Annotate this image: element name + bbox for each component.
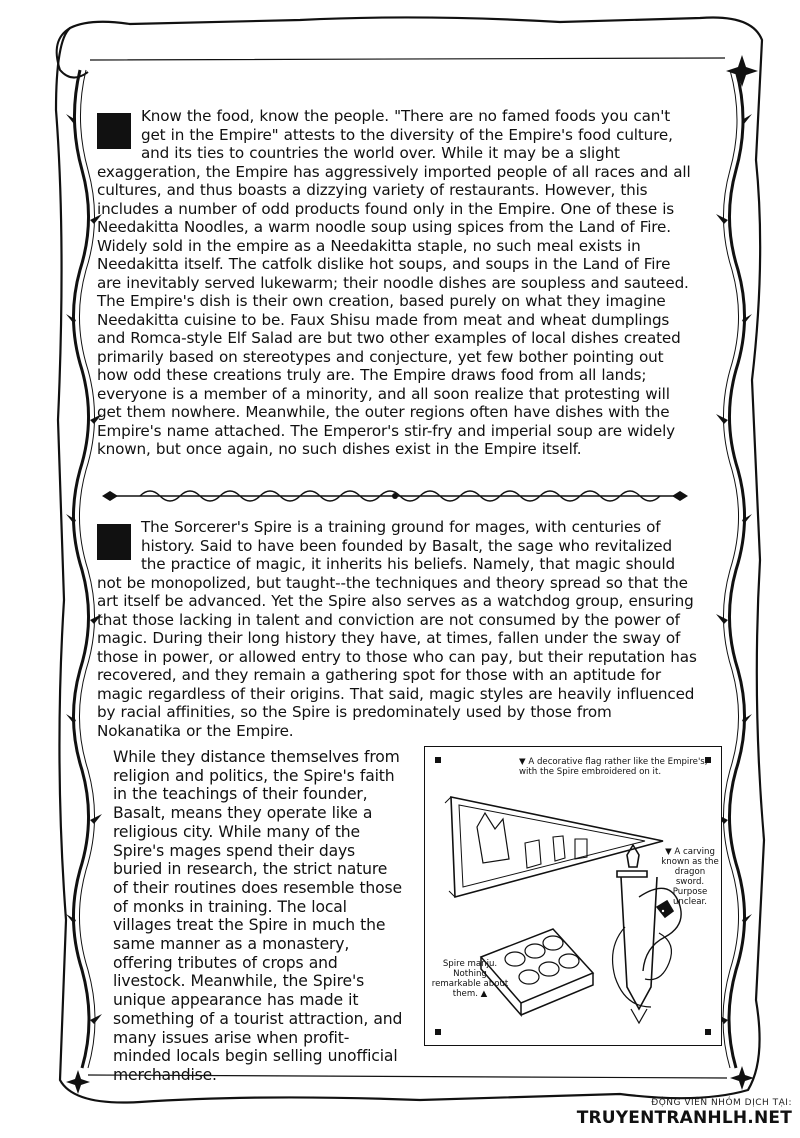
caption-dragon-sword: ▼ A carving known as the dragon sword. Purpose unclear.: [661, 847, 719, 907]
section-divider-ornament: [100, 487, 690, 505]
credit-site-name: TRUYENTRANHLH.NET: [576, 1108, 792, 1128]
section-spire-text: The Sorcerer's Spire is a training ground for mages, with centuries of history. Said to have been founded by Basalt, the sage who revitalized the practice of magic, it inherits his beliefs. Namely, that magic should not be monopolized, but taught--the techniques and theory spread so that the art itself be advanced. Yet the Spire also serves as a watchdog group, ensuring that those lacking in talent and conviction are not consumed by the power of magic. During their long history they have, at times, fallen under the sway of those in power, or allowed entry to those who can pay, but their reputation has recovered, and they remain a gathering spot for those with an aptitude for magic regardless of their origins. That said, magic styles are heavily influenced by racial affinities, so the Spire is predominately used by those from Nokanatika or the Empire.: [97, 518, 697, 740]
section-sorcerers-spire: [97, 518, 697, 740]
section-food-text: Know the food, know the people. "There are no famed foods you can't get in the Empire" attests to the diversity of the Empire's food culture, and its ties to countries the world over. While it may be a slight exaggeration, the Empire has aggressively imported people of all races and all cultures, and thus boasts a dizzying variety of restaurants. However, this includes a number of odd products found only in the Empire. One of these is Needakitta Noodles, a warm noodle soup using spices from the Land of Fire. Widely sold in the empire as a Needakitta staple, no such meal exists in Needakitta itself. The catfolk dislike hot soups, and soups in the Land of Fire are inevitably served lukewarm; their noodle dishes are soupless and sauteed. The Empire's dish is their own creation, based purely on what they imagine Needakitta cuisine to be. Faux Shisu made from meat and wheat dumplings and Romca-style Elf Salad are but two other examples of local dishes created primarily based on stereotypes and conjecture, yet few bother pointing out how odd these creations truly are. The Empire draws food from all lands; everyone is a member of a minority, and all soon realize that protesting will get them nowhere. Meanwhile, the outer regions often have dishes with the Empire's name attached. The Emperor's stir-fry and imperial soup are widely known, but once again, no such dishes exist in the Empire itself.: [97, 107, 691, 458]
caption-flag: ▼ A decorative flag rather like the Empire's, with the Spire embroidered on it.: [519, 757, 708, 777]
section-food-culture: [97, 107, 697, 459]
section-marker: [97, 524, 131, 560]
scanlation-credit: [577, 1098, 792, 1128]
spire-merchandise-illustration: [424, 746, 722, 1046]
caption-manju: Spire manju. Nothing remarkable about them. ▲: [431, 959, 509, 999]
credit-line-1: ĐỘNG VIÊN NHÓM DỊCH TẠI:: [651, 1098, 792, 1108]
section-spire-text-continued: While they distance themselves from religion and politics, the Spire's faith in the teachings of their founder, Basalt, means they operate like a religious city. While many of the Spire's mages spend their days buried in research, the strict nature of their routines does resemble those of monks in training. The local villages treat the Spire in much the same manner as a monastery, offering tributes of crops and livestock. Meanwhile, the Spire's unique appearance has made it something of a tourist attraction, and many issues arise when profit-minded locals begin selling unofficial merchandise.: [113, 748, 403, 1084]
section-marker: [97, 113, 131, 149]
decorative-flag: [445, 797, 663, 897]
